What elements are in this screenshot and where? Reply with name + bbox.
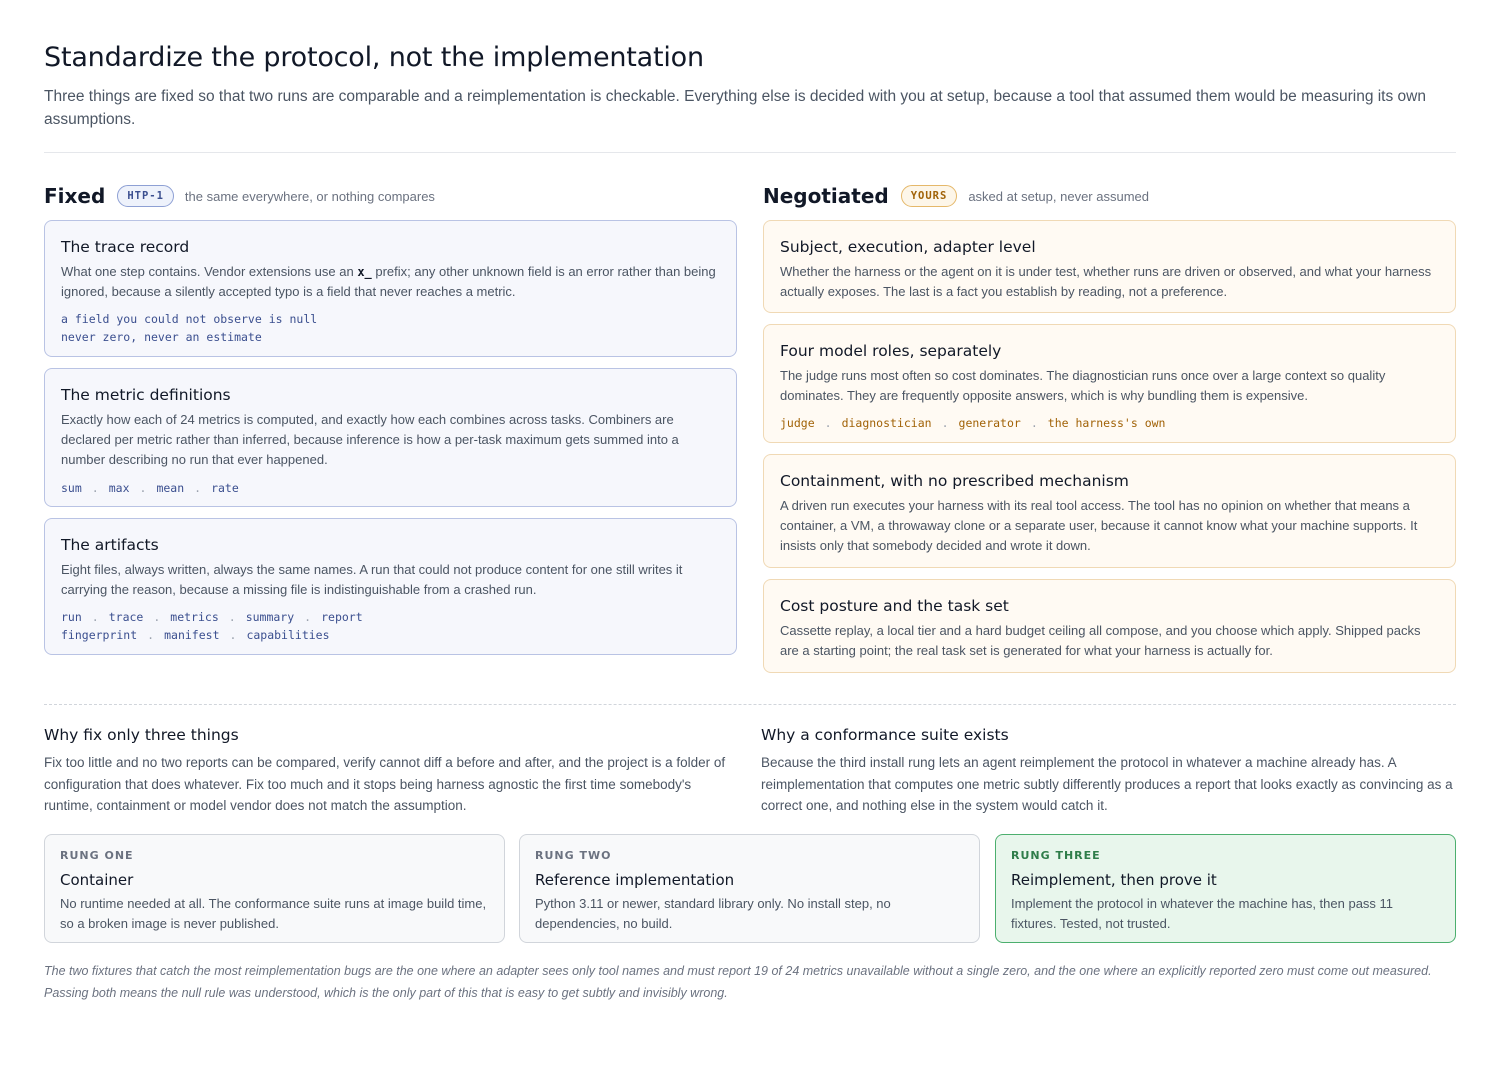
negotiated-column bbox=[763, 183, 1456, 659]
card-containment bbox=[763, 454, 1456, 568]
card-tokens bbox=[61, 479, 720, 497]
token-separator: . bbox=[139, 480, 147, 495]
fixed-note: the same everywhere, or nothing compares bbox=[184, 188, 435, 204]
why-title: Why fix only three things bbox=[44, 726, 239, 744]
card-tokens bbox=[61, 608, 720, 644]
token: manifest bbox=[164, 628, 220, 643]
token: capabilities bbox=[246, 628, 330, 643]
card-body bbox=[61, 262, 720, 302]
token: judge bbox=[780, 416, 815, 431]
token: sum bbox=[61, 480, 82, 495]
rung-body: No runtime needed at all. The conformance suite runs at image build time, so a broken image is never published. bbox=[60, 896, 487, 931]
why-fix-three bbox=[44, 724, 739, 817]
why-body: Fix too little and no two reports can be compared, verify cannot diff a before and after, and the project is a folder of configuration that does whatever. Fix too much and it stops being harness agnostic the first time somebody's runtime, containment or model vendor does not match the assumption. bbox=[44, 755, 726, 813]
token: report bbox=[321, 610, 363, 625]
rung-kicker: RUNG TWO bbox=[535, 849, 612, 862]
card-tokens bbox=[780, 414, 1439, 432]
rung-one-card bbox=[44, 834, 505, 943]
rung-body: Implement the protocol in whatever the machine has, then pass 11 fixtures. Tested, not trusted. bbox=[1011, 896, 1394, 931]
token-separator: . bbox=[941, 416, 949, 431]
card-model-roles bbox=[763, 324, 1456, 443]
fixed-title: Fixed bbox=[44, 184, 106, 208]
token: rate bbox=[211, 480, 239, 495]
prefix-code: x_ bbox=[357, 265, 372, 279]
rung-body: Python 3.11 or newer, standard library only. No install step, no dependencies, no build. bbox=[535, 896, 891, 931]
rung-three-card bbox=[995, 834, 1456, 943]
card-artifacts bbox=[44, 518, 737, 655]
card-title: Containment, with no prescribed mechanism bbox=[780, 472, 1129, 490]
section-divider bbox=[44, 704, 1456, 705]
token: generator bbox=[958, 416, 1021, 431]
token: trace bbox=[108, 610, 144, 625]
fixed-header bbox=[44, 183, 737, 209]
card-title: Four model roles, separately bbox=[780, 342, 1002, 360]
negotiated-title: Negotiated bbox=[763, 184, 889, 208]
why-conformance-suite bbox=[761, 724, 1456, 817]
token: the harness's own bbox=[1047, 416, 1166, 431]
header-divider bbox=[44, 152, 1456, 153]
rung-kicker: RUNG THREE bbox=[1011, 849, 1101, 862]
why-title: Why a conformance suite exists bbox=[761, 726, 1009, 744]
card-body: Exactly how each of 24 metrics is computed, and exactly how each combines across tasks. Combiners are declared per metric rather than inferred, because inference is how a per-task maximum gets summed into a number describing no run that ever happened. bbox=[61, 412, 679, 468]
token-separator: . bbox=[304, 610, 312, 625]
code-line: a field you could not observe is null bbox=[61, 312, 318, 327]
card-body: Eight files, always written, always the same names. A run that could not produce content for one still writes it carrying the reason, because a missing file is indistinguishable from a crashed run. bbox=[61, 562, 683, 598]
token: metrics bbox=[170, 610, 219, 625]
card-metric-definitions bbox=[44, 368, 737, 507]
card-title: The metric definitions bbox=[61, 386, 231, 404]
rung-title: Container bbox=[60, 871, 134, 889]
fixed-column bbox=[44, 183, 737, 643]
rung-title: Reimplement, then prove it bbox=[1011, 871, 1217, 889]
card-body-text: What one step contains. Vendor extensions use an bbox=[61, 264, 358, 279]
card-body: A driven run executes your harness with its real tool access. The tool has no opinion on whether that means a container, a VM, a throwaway clone or a separate user, because it cannot know what your machine supports. It insists only that somebody decided and wrote it down. bbox=[780, 498, 1418, 554]
token-separator: . bbox=[194, 480, 202, 495]
token-separator: . bbox=[1030, 416, 1038, 431]
token-separator: . bbox=[153, 610, 161, 625]
card-body: The judge runs most often so cost dominates. The diagnostician runs once over a large context so quality dominates. They are frequently opposite answers, which is why bundling them is expensive. bbox=[780, 368, 1386, 404]
token-line bbox=[61, 608, 720, 626]
code-line: never zero, never an estimate bbox=[61, 330, 262, 345]
token-separator: . bbox=[91, 610, 99, 625]
token: diagnostician bbox=[841, 416, 932, 431]
token-separator: . bbox=[147, 628, 155, 643]
fixed-badge: HTP-1 bbox=[117, 185, 174, 207]
negotiated-badge: YOURS bbox=[901, 185, 958, 207]
rung-title: Reference implementation bbox=[535, 871, 735, 889]
token-separator: . bbox=[91, 480, 99, 495]
rung-two-card bbox=[519, 834, 980, 943]
token: mean bbox=[156, 480, 185, 495]
rung-kicker: RUNG ONE bbox=[60, 849, 134, 862]
card-title: The trace record bbox=[61, 238, 190, 256]
token: max bbox=[108, 480, 130, 495]
footnote: The two fixtures that catch the most reimplementation bugs are the one where an adapter sees only tool names and must report 19 of 24 metrics unavailable without a single zero, and the one where an explicitly reported zero must come out measured. Passing both means the null rule was understood, which is the only part of this that is easy to get subtly and invisibly wrong. bbox=[44, 964, 1432, 1000]
token-line bbox=[61, 626, 720, 644]
page-lede: Three things are fixed so that two runs are comparable and a reimplementation is checkable. Everything else is decided with you at setup, because a tool that assumed them would be measuring its own assumptions. bbox=[44, 88, 1426, 128]
card-title: The artifacts bbox=[61, 536, 159, 554]
page-title: Standardize the protocol, not the implementation bbox=[44, 42, 704, 73]
token: run bbox=[61, 610, 82, 625]
negotiated-header bbox=[763, 183, 1456, 209]
card-trace-record bbox=[44, 220, 737, 357]
token-separator: . bbox=[228, 610, 236, 625]
card-body: Cassette replay, a local tier and a hard budget ceiling all compose, and you choose which apply. Shipped packs are a starting point; the real task set is generated for what your harness is actually for. bbox=[780, 623, 1421, 659]
token: fingerprint bbox=[61, 628, 138, 643]
why-body: Because the third install rung lets an agent reimplement the protocol in whatever a machine already has. A reimplementation that computes one metric subtly differently produces a report that looks exactly as convincing as a correct one, and nothing else in the system would catch it. bbox=[761, 755, 1453, 813]
card-cost-posture bbox=[763, 579, 1456, 673]
card-code bbox=[61, 310, 720, 346]
card-title: Cost posture and the task set bbox=[780, 597, 1009, 615]
card-subject-execution bbox=[763, 220, 1456, 313]
card-body-text: prefix; any other unknown field is an error rather than being ignored, because a silently accepted typo is a field that never reaches a metric. bbox=[61, 264, 716, 300]
token: summary bbox=[245, 610, 295, 625]
token-separator: . bbox=[229, 628, 237, 643]
token-separator: . bbox=[824, 416, 832, 431]
card-title: Subject, execution, adapter level bbox=[780, 238, 1036, 256]
negotiated-note: asked at setup, never assumed bbox=[968, 188, 1149, 204]
card-body: Whether the harness or the agent on it is under test, whether runs are driven or observed, and what your harness actually exposes. The last is a fact you establish by reading, not a preference. bbox=[780, 264, 1432, 300]
